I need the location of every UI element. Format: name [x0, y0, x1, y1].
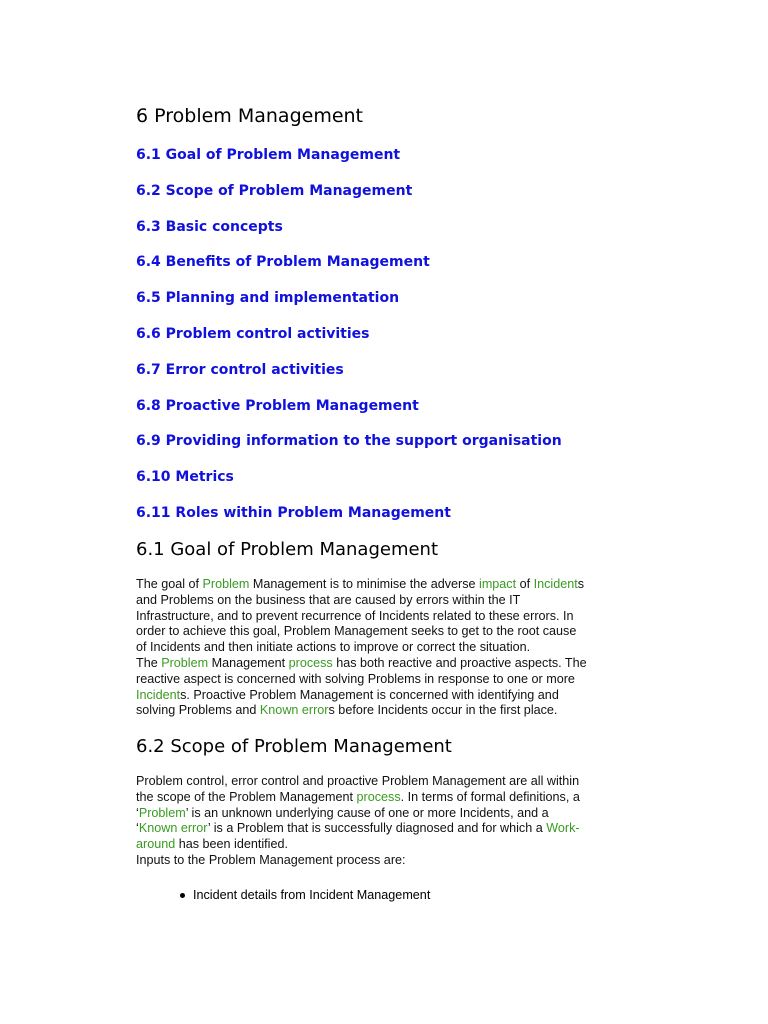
glossary-link-incident[interactable]: Incident [533, 577, 578, 591]
text: The [136, 655, 162, 670]
text: has both reactive and proactive aspects. The [332, 655, 587, 670]
text: the scope of the Problem Management [136, 789, 357, 804]
section-heading-scope: 6.2 Scope of Problem Management [136, 736, 452, 757]
toc-link-6-9[interactable]: 6.9 Providing information to the support organisation [136, 433, 562, 450]
section-heading-goal: 6.1 Goal of Problem Management [136, 539, 439, 560]
text: of [516, 577, 534, 591]
page-title: 6 Problem Management [136, 105, 364, 127]
text-line: and Problems on the business that are caused by errors within the IT [136, 592, 521, 607]
toc-link-6-11[interactable]: 6.11 Roles within Problem Management [136, 504, 451, 521]
toc-link-6-4[interactable]: 6.4 Benefits of Problem Management [136, 254, 430, 271]
text-line: Infrastructure, and to prevent recurrence of Incidents related to these errors. In [136, 608, 574, 623]
inputs-list [180, 887, 430, 903]
toc-link-6-7[interactable]: 6.7 Error control activities [136, 361, 344, 378]
scope-paragraph [136, 774, 636, 869]
toc-link-6-5[interactable]: 6.5 Planning and implementation [136, 290, 400, 307]
bullet-icon [180, 893, 185, 898]
text: Management is to minimise the adverse [249, 577, 480, 591]
glossary-link-process[interactable]: process [356, 789, 401, 804]
text: ‘ [136, 821, 139, 836]
toc-link-6-1[interactable]: 6.1 Goal of Problem Management [136, 147, 401, 163]
text-line: Inputs to the Problem Management process are: [136, 852, 406, 867]
text: Management [208, 655, 289, 670]
toc-link-6-10[interactable]: 6.10 Metrics [136, 469, 234, 486]
glossary-link-known-error[interactable]: Known error [138, 821, 208, 836]
toc-link-6-3[interactable]: 6.3 Basic concepts [136, 218, 283, 235]
glossary-link-problem[interactable]: Problem [138, 805, 186, 820]
text-line: of Incidents and then initiate actions to improve or correct the situation. [136, 640, 531, 655]
glossary-link-problem[interactable]: Problem [202, 577, 250, 591]
text: has been identified. [175, 837, 288, 852]
text: s. Proactive Problem Management is concerned with identifying and [180, 687, 559, 702]
glossary-link-incident[interactable]: Incident [136, 687, 181, 702]
goal-paragraph [136, 577, 636, 719]
list-item [180, 887, 430, 903]
toc-link-6-6[interactable]: 6.6 Problem control activities [136, 325, 370, 342]
text: ‘ [136, 805, 139, 820]
text-line: reactive aspect is concerned with solving Problems in response to one or more [136, 671, 575, 686]
text: solving Problems and [136, 703, 260, 718]
text-line: order to achieve this goal, Problem Management seeks to get to the root cause [136, 624, 577, 639]
table-of-contents [136, 146, 562, 540]
text: ’ is an unknown underlying cause of one or more Incidents, and a [185, 805, 549, 820]
glossary-link-process[interactable]: process [288, 655, 333, 670]
toc-link-6-8[interactable]: 6.8 Proactive Problem Management [136, 397, 419, 414]
glossary-link-problem[interactable]: Problem [161, 655, 209, 670]
text: s before Incidents occur in the first place. [328, 703, 558, 718]
text: s [577, 577, 585, 591]
text: ’ is a Problem that is successfully diagnosed and for which a [207, 821, 547, 836]
list-item-text: Incident details from Incident Management [193, 888, 431, 902]
glossary-link-known-error[interactable]: Known error [259, 703, 329, 718]
toc-link-6-2[interactable]: 6.2 Scope of Problem Management [136, 182, 413, 199]
text-line: Problem control, error control and proactive Problem Management are all within [136, 774, 580, 788]
glossary-link-work-around[interactable]: around [136, 837, 176, 852]
text: The goal of [136, 577, 203, 591]
text: . In terms of formal definitions, a [400, 789, 580, 804]
glossary-link-work-around[interactable]: Work- [546, 821, 580, 836]
glossary-link-impact[interactable]: impact [479, 577, 517, 591]
